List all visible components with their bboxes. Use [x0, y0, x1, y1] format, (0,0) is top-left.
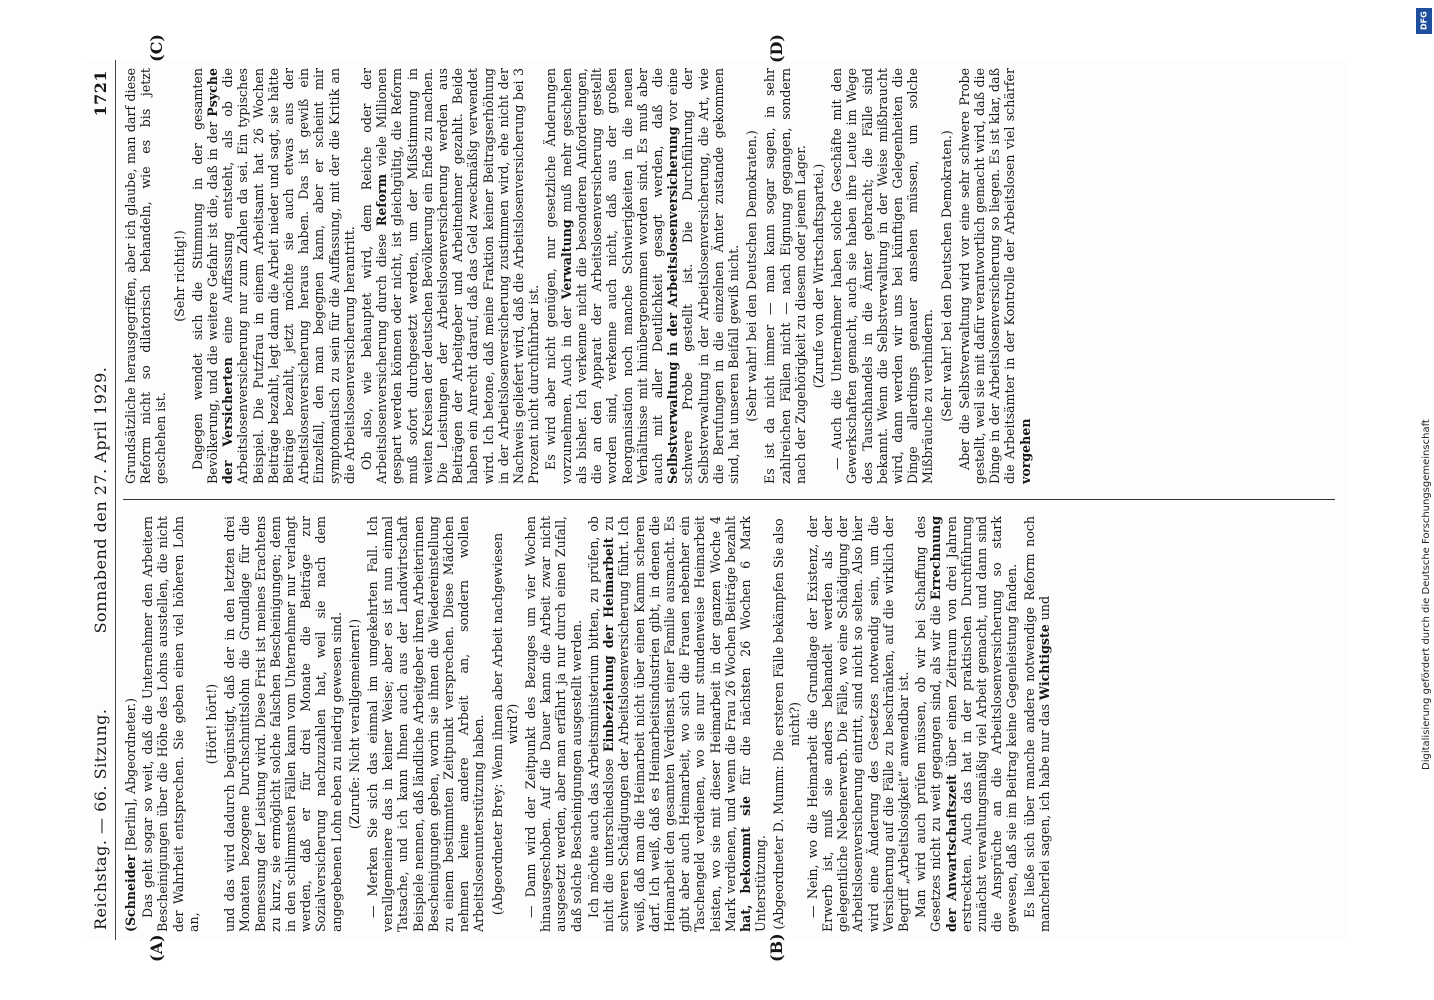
left-column-paragraph: (Abgeordneter D. Mumm: Die ersteren Fälle bekämpfen Sie also nicht?) — [771, 518, 802, 930]
text-run: [Berlin], Abgeordneter.) — [123, 698, 138, 855]
column-divider — [123, 499, 1335, 500]
text-run: Ich möchte auch das Arbeitsministerium bitten, zu prüfen, ob nicht die unterschiedslose — [585, 516, 617, 932]
bold-term: Reform — [374, 173, 390, 227]
left-column-paragraph: — Dann wird der Zeitpunkt des Bezuges um vier Wochen hinausgeschoben. Auf die Dauer kann die Arbeit zwar nicht ausgesetzt werden, aber man erfährt ja nur durch einen Zufall, daß solche Bescheinigungen ausgestellt werden. — [523, 516, 584, 932]
right-column-paragraph: (Sehr wahr! bei den Deutschen Demokraten.) — [938, 130, 954, 422]
margin-marker-b: (B) — [767, 933, 786, 962]
left-column-paragraph — [1022, 516, 1052, 932]
bold-term: (Schneider — [123, 854, 138, 932]
text-run: eine Auffassung entsteht, als ob die Arbeitslosenversicherung nur zum Zahlen da sei. Ein typisches Beispiel. Die Putzfrau in einem Arbeitsamt hat 26 Wochen Beiträge bezahlt, legt dann die Arbeit nieder und sagt, sie hätte Beiträge bezahlt, jetzt möchte sie auch etwas aus der Arbeitslosenversicherung heraus haben. Das ist gewiß ein Einzelfall, den man begegnen kann, aber er scheint mir symptomatisch zu sein für die Auffassung, mit der die Kritik an die Arbeitslosenversicherung herantritt. — [220, 68, 357, 484]
bold-term: Psyche der Versicherten — [205, 68, 236, 484]
left-column-paragraph: — Merken Sie sich das einmal im umgekehrten Fall. Ich verallgemeinere das in keiner Weise; aber es ist nun einmal Tatsache, und ich kann Ihnen auch aus der Landwirtschaft Beispiele nennen, daß ländliche Arbeitgeber ihren Arbeiterinnen Bescheinigungen geben, worin sie ihnen die Wiedereinstellung zu einem bestimmten Zeitpunkt versprechen. Diese Mädchen nehmen keine andere Arbeit an, sondern wollen Arbeitslosenunterstützung haben. — [365, 516, 487, 932]
left-column-paragraph: und das wird dadurch begünstigt, daß der in den letzten drei Monaten bezogene Durchschnittslohn die Grundlage für die Bemessung der Leistung wird. Diese Frist ist meines Erachtens zu kurz, sie ermöglicht solche falschen Bescheinigungen; denn in den schlimmsten Fällen kann vom Unternehmer nur verlangt werden, daß er für drei Monate die Beiträge zur Sozialversicherung nachzuzahlen hat, weil sie nach dem angegebenen Lohn eben zu niedrig gewesen sind. — [222, 516, 344, 932]
margin-marker-c: (C) — [147, 34, 166, 62]
bold-term: Errechnung der Anwartschaftszeit — [928, 516, 959, 932]
text-run: muß mehr geschehen als bisher. Ich verkenne nicht die besonderen Anforderungen, die an den Apparat der Arbeitslosenversicherung gestellt worden sind, verkenne auch nicht, daß aus der großen Reorganisation noch manche Schwierigkeiten in die neuen Verhältnisse mit hinübergenommen worden sind. Es muß aber auch mit aller Deutlichkeit gesagt werden, daß die — [558, 68, 665, 484]
right-column-paragraph — [359, 68, 541, 484]
left-column-paragraph — [123, 516, 138, 932]
dfg-logo: DFG — [1416, 8, 1432, 34]
bold-term: hat, bekommt sie — [737, 795, 753, 932]
bold-term: Selbstverwaltung in der Arbeitslosenversicherung — [665, 126, 681, 484]
right-column — [123, 68, 1335, 484]
right-column-paragraph: Grundsätzliche herausgegriffen, aber ich glaube, man darf diese Reform nicht so dilatorisch behandeln, wie es bis jetzt geschehen ist. — [123, 68, 169, 484]
margin-marker-d: (D) — [767, 34, 786, 64]
right-column-paragraph — [543, 68, 741, 484]
text-run: für die nächsten 26 Wochen 6 Mark Unterstützung. — [737, 516, 769, 932]
text-run: und — [1036, 595, 1052, 625]
header-session: Reichstag. — 66. Sitzung. — [91, 708, 110, 930]
right-column-paragraph: (Sehr wahr! bei den Deutschen Demokraten.) — [744, 130, 760, 422]
text-run: zu schweren Schädigungen der Arbeitslosenversicherung führt. Ich weiß, daß man die Heimarbeit nicht über einen Kamm scheren darf. Ich weiß, daß es Heimarbeitsindustrien gibt, in denen die Heimarbeit den gesamten Verdienst einer Familie ausmacht. Es gibt aber auch Heimarbeit, wo sich die Frauen nebenher ein Taschengeld verdienen, wo sie nur stundenweise Heimarbeit leisten, wo sie mit dieser Heimarbeit in der ganzen Woche 4 Mark verdienen, und wenn die Frau 26 Wochen Beiträge bezahlt — [601, 516, 738, 932]
text-run: viele Millionen gespart werden können oder nicht, ist gleichgültig, die Reform muß sofort durchgesetzt werden, um der Mißstimmung in weiten Kreisen der deutschen Bevölkerung ein Ende zu machen. Die Leistungen der Arbeitslosenversicherung werden aus Beiträgen der Arbeitgeber und Arbeitnehmer gezahlt. Beide haben ein Anrecht darauf, daß das Geld zweckmäßig verwendet wird. Ich betone, daß meine Fraktion keiner Beitragserhöhung in der Arbeitslosenversicherung zustimmen wird, ehe nicht der Nachweis geliefert wird, daß die Arbeitslosenversicherung bei 3 Prozent nicht durchführbar ist. — [374, 68, 542, 484]
text-run: über einen Zeitraum von drei Jahren erstreckten. Auch das hat in der praktischen Durchführung zunächst verwaltungsmäßig viel Arbeit gemacht, und dann sind die Ansprüche an die Arbeitslosenversicherung so stark gewesen, daß sie im Beitrag keine Gegenleistung fanden. — [943, 516, 1020, 932]
right-column-paragraph — [190, 68, 357, 484]
right-column-paragraph: Es ist da nicht immer — man kann sogar sagen, in sehr zahlreichen Fällen nicht — nach Eignung gegangen, sondern nach der Zugehörigkeit zu diesem oder jenem Lager. — [762, 68, 808, 484]
left-column-paragraph — [913, 516, 1019, 932]
right-column-paragraph: — Auch die Unternehmer haben solche Geschäfte mit den Gewerkschaften gemacht, auch sie haben ihre Leute im Wege des Tauschhandels in die Ämter gebracht; die Fälle sind bekannt. Wenn die Selbstverwaltung in der Weise mißbraucht wird, dann werden wir uns bei künftigen Gelegenheiten die Dinge allerdings genauer ansehen müssen, um solche Mißbräuche zu verhindern. — [829, 68, 936, 484]
text-run: Man wird auch prüfen müssen, ob wir bei Schaffung des Gesetzes nicht zu weit gegangen sind, als wir die — [913, 516, 944, 932]
text-run: Es ließe sich über manche andere notwendige Reform noch mancherlei sagen, ich habe nur das — [1021, 516, 1052, 932]
bold-term: Einbeziehung der Heimarbeit — [601, 537, 617, 752]
right-column-paragraph — [957, 68, 1033, 484]
digitization-credit: Digitalisierung gefördert durch die Deutsche Forschungsgemeinschaft — [1421, 419, 1432, 770]
header-date: Sonnabend den 27. April 1929. — [91, 366, 110, 634]
left-column-paragraph: — Nein, wo die Heimarbeit die Grundlage der Existenz, der Erwerb ist, muß sie anders behandelt werden als der gelegentliche Nebenerwerb. Die Fälle, wo eine Schädigung der Arbeitslosenversicherung eintritt, sind nicht so selten. Also hier wird eine Änderung des Gesetzes notwendig sein, um die Versicherung auf die Fälle zu beschränken, auf die wirklich der Begriff „Arbeitslosigkeit“ anwendbar ist. — [804, 516, 911, 932]
left-column-paragraph: (Zurufe: Nicht verallgemeinern!) — [346, 618, 362, 830]
right-column-paragraph: (Zurufe von der Wirtschaftspartei.) — [810, 163, 826, 389]
document-page — [87, 34, 1347, 962]
bold-term: vorgehen — [1017, 418, 1033, 484]
page-header — [87, 60, 116, 940]
text-run: Dagegen wendet sich die Stimmung in der gesamten Bevölkerung, und die weitere Gefahr ist die, daß in der — [189, 68, 221, 484]
left-column-paragraph: Das geht sogar so weit, daß die Unternehmer den Arbeitern Bescheinigungen über die Höhe des Lohns ausstellen, die nicht der Wahrheit entsprechen. Sie geben einen viel höheren Lohn an, — [140, 516, 201, 932]
page-number: 1721 — [91, 70, 110, 117]
text-run: Es wird aber nicht genügen, nur gesetzliche Änderungen vorzunehmen. Auch in der — [543, 68, 574, 484]
left-column-paragraph — [586, 516, 768, 932]
bold-term: Wichtigste — [1036, 624, 1052, 701]
bold-term: Verwaltung — [558, 219, 574, 300]
left-column-paragraph: (Hört! hört!) — [204, 683, 220, 765]
left-column — [123, 516, 1335, 932]
margin-marker-a: (A) — [147, 934, 166, 962]
text-run: Ob also, wie behauptet wird, dem Reiche oder der Arbeitslosenversicherung durch diese — [359, 68, 390, 484]
right-column-paragraph: (Sehr richtig!) — [171, 230, 187, 322]
left-column-paragraph: (Abgeordneter Brey: Wenn ihnen aber Arbeit nachgewiesen wird?) — [489, 532, 520, 916]
text-run: vor eine schwere Probe gestellt ist. Die Durchführung der Selbstverwaltung in der Arbeitslosenversicherung, die Art, wie die Berufungen in die einzelnen Ämter zustande gekommen sind, hat unseren Beifall gewiß nicht. — [665, 68, 741, 484]
text-run: Aber die Selbstverwaltung wird vor eine sehr schwere Probe gestellt, weil sie mit dafür verantwortlich gemacht wird, daß die Dinge in der Arbeitslosenversicherung so liegen. Es ist klar, daß die Arbeitsämter in der Kontrolle der Arbeitslosen viel schärfer — [956, 68, 1018, 484]
